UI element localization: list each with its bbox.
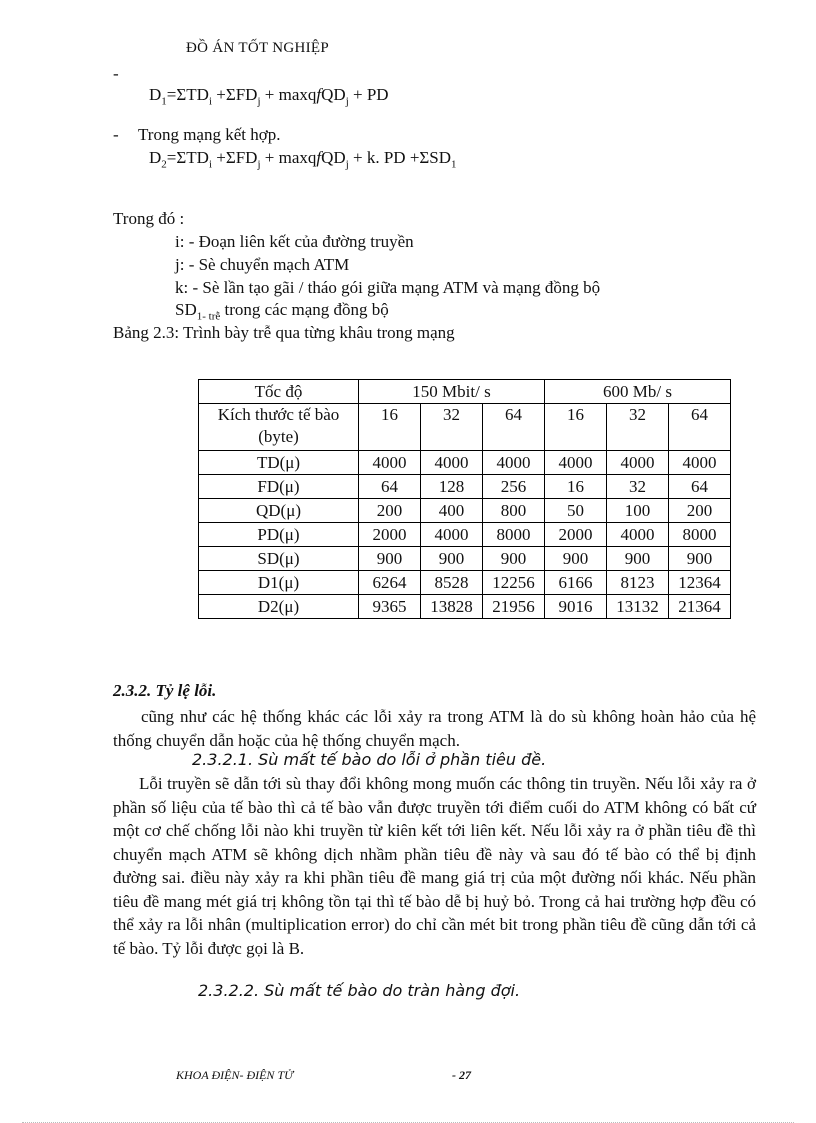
table-cell: 32 xyxy=(607,475,669,499)
bullet-dash: - xyxy=(113,64,119,83)
speed-group: 600 Mb/ s xyxy=(545,380,731,404)
formula-d1-part: QD xyxy=(321,85,346,104)
row-label: TD(μ) xyxy=(199,451,359,475)
table-cell: 200 xyxy=(359,499,421,523)
formula-d1-f: f xyxy=(316,85,322,104)
sd-description: trong các mạng đồng bộ xyxy=(220,300,389,319)
table-cell: 6264 xyxy=(359,571,421,595)
table-caption: Bảng 2.3: Trình bày trễ qua từng khâu trong mạng xyxy=(113,323,455,342)
table-cell: 16 xyxy=(545,475,607,499)
table-cell: 128 xyxy=(421,475,483,499)
table-cell: 13132 xyxy=(607,595,669,619)
table-row xyxy=(199,380,731,404)
table-cell: 900 xyxy=(545,547,607,571)
table-row xyxy=(199,451,731,475)
speed-header: Tốc độ xyxy=(199,380,359,404)
formula-d2-sub: j xyxy=(345,158,349,171)
table-cell: 6166 xyxy=(545,571,607,595)
definitions-intro: Trong đó : xyxy=(113,209,185,228)
table-cell: 8123 xyxy=(607,571,669,595)
table-cell: 8528 xyxy=(421,571,483,595)
table-cell: 4000 xyxy=(483,451,545,475)
formula-d2 xyxy=(149,148,457,170)
footer-page-number: - 27 xyxy=(452,1068,471,1082)
table-row xyxy=(199,404,731,451)
table-cell: 400 xyxy=(421,499,483,523)
table-row xyxy=(199,595,731,619)
table-cell: 900 xyxy=(421,547,483,571)
speed-group: 150 Mbit/ s xyxy=(359,380,545,404)
table-row xyxy=(199,523,731,547)
formula-d1-sub: i xyxy=(208,95,212,108)
table-cell: 8000 xyxy=(483,523,545,547)
size-cell: 32 xyxy=(421,404,483,451)
formula-d1-lhs-sub: 1 xyxy=(161,95,167,108)
row-label: PD(μ) xyxy=(199,523,359,547)
delay-table xyxy=(198,379,731,619)
formula-d2-part: + k. PD +ΣSD xyxy=(348,148,452,167)
formula-d1-sub: j xyxy=(257,95,261,108)
table-cell: 2000 xyxy=(359,523,421,547)
table-cell: 13828 xyxy=(421,595,483,619)
subsection-heading: 2.3.2.1. Sù mất tế bào do lỗi ở phần tiêu đề. xyxy=(192,750,547,769)
table-cell: 21956 xyxy=(483,595,545,619)
table-cell: 4000 xyxy=(669,451,731,475)
size-cell: 64 xyxy=(483,404,545,451)
section-paragraph: Lỗi truyền sẽ dẫn tới sù thay đổi không mong muốn các thông tin truyền. Nếu lỗi xảy ra ở phần số liệu của tế bào thì cả tế bào vẫn được truyền tới điểm cuối do ATM không có bất cứ một cơ chế chống lỗi nào khi truyền từ kiên kết tới liên kết. Nếu lỗi xảy ra ở phần tiêu đề thì chuyển mạch ATM sẽ không dịch nhầm phần tiêu đề này và sau đó tế bào có thể bị định đường sai. điều này xảy ra khi phần tiêu đề mang giá trị của một đường nối khác. Nếu phần tiêu đề mang mét giá trị không tồn tại thì tế bào dễ bị huỷ bỏ. Trong cả hai trường hợp đều có thể xảy ra lỗi nhân (multiplication error) do chỉ cần mét bit trong phần tiêu đề cũng dẫn tới cả tế bào. Tỷ lỗi được gọi là B. xyxy=(113,774,756,958)
formula-d1-lhs: D xyxy=(149,85,162,104)
table-cell: 4000 xyxy=(607,523,669,547)
table-cell: 21364 xyxy=(669,595,731,619)
size-cell: 32 xyxy=(607,404,669,451)
table-cell: 900 xyxy=(669,547,731,571)
table-cell: 64 xyxy=(359,475,421,499)
formula-d2-sub: j xyxy=(257,158,261,171)
row-label: SD(μ) xyxy=(199,547,359,571)
table-cell: 4000 xyxy=(421,451,483,475)
table-cell: 256 xyxy=(483,475,545,499)
formula-d2-part: +ΣFD xyxy=(212,148,258,167)
formula-d2-lhs-sub: 2 xyxy=(161,158,167,171)
sd-symbol: SD xyxy=(175,300,197,319)
network-label: Trong mạng kết hợp. xyxy=(138,125,281,144)
formula-d2-part: =ΣTD xyxy=(166,148,209,167)
table-cell: 4000 xyxy=(607,451,669,475)
footer-department: KHOA ĐIỆN- ĐIỆN TỬ xyxy=(176,1068,294,1082)
table-cell: 100 xyxy=(607,499,669,523)
bullet-dash: - xyxy=(113,125,119,144)
table-cell: 4000 xyxy=(545,451,607,475)
section-paragraph: cũng như các hệ thống khác các lỗi xảy ra trong ATM là do sù không hoàn hảo của hệ thống chuyển dẫn hoặc của hệ thống chuyển mạch. xyxy=(113,707,756,750)
table-row xyxy=(199,475,731,499)
size-header: Kích thước tế bào (byte) xyxy=(199,404,359,451)
table-cell: 9016 xyxy=(545,595,607,619)
formula-d1-part: + PD xyxy=(348,85,389,104)
size-cell: 16 xyxy=(359,404,421,451)
table-cell: 8000 xyxy=(669,523,731,547)
table-cell: 12256 xyxy=(483,571,545,595)
formula-d2-f: f xyxy=(316,148,322,167)
row-label: D2(μ) xyxy=(199,595,359,619)
formula-d2-part: + maxq xyxy=(260,148,317,167)
table-cell: 50 xyxy=(545,499,607,523)
definition-item xyxy=(175,300,389,322)
definition-item: j: - Sè chuyển mạch ATM xyxy=(175,255,350,274)
formula-d1 xyxy=(149,85,389,107)
definition-item: i: - Đoạn liên kết của đường truyền xyxy=(175,232,414,251)
size-cell: 16 xyxy=(545,404,607,451)
row-label: D1(μ) xyxy=(199,571,359,595)
document-header: ĐỒ ÁN TỐT NGHIỆP xyxy=(186,40,329,56)
table-row xyxy=(199,571,731,595)
table-cell: 4000 xyxy=(359,451,421,475)
sd-subscript: 1- trễ xyxy=(196,310,221,323)
formula-d2-sub: i xyxy=(208,158,212,171)
table-cell: 200 xyxy=(669,499,731,523)
table-cell: 800 xyxy=(483,499,545,523)
formula-d2-part: QD xyxy=(321,148,346,167)
formula-d2-lhs: D xyxy=(149,148,162,167)
formula-d1-part: + maxq xyxy=(260,85,317,104)
table-row xyxy=(199,499,731,523)
table-cell: 900 xyxy=(607,547,669,571)
size-cell: 64 xyxy=(669,404,731,451)
row-label: FD(μ) xyxy=(199,475,359,499)
table-cell: 9365 xyxy=(359,595,421,619)
table-cell: 900 xyxy=(483,547,545,571)
section-heading: 2.3.2. Tỷ lệ lỗi. xyxy=(113,681,217,700)
definition-item: k: - Sè lần tạo gãi / tháo gói giữa mạng ATM và mạng đồng bộ xyxy=(175,278,601,297)
table-cell: 12364 xyxy=(669,571,731,595)
formula-d1-sub: j xyxy=(345,95,349,108)
table-cell: 4000 xyxy=(421,523,483,547)
row-label: QD(μ) xyxy=(199,499,359,523)
table-cell: 2000 xyxy=(545,523,607,547)
formula-d1-part: =ΣTD xyxy=(166,85,209,104)
table-row xyxy=(199,547,731,571)
formula-d1-part: +ΣFD xyxy=(212,85,258,104)
table-cell: 64 xyxy=(669,475,731,499)
table-cell: 900 xyxy=(359,547,421,571)
subsection-heading: 2.3.2.2. Sù mất tế bào do tràn hàng đợi. xyxy=(198,981,521,1000)
formula-d2-sub: 1 xyxy=(451,158,457,171)
